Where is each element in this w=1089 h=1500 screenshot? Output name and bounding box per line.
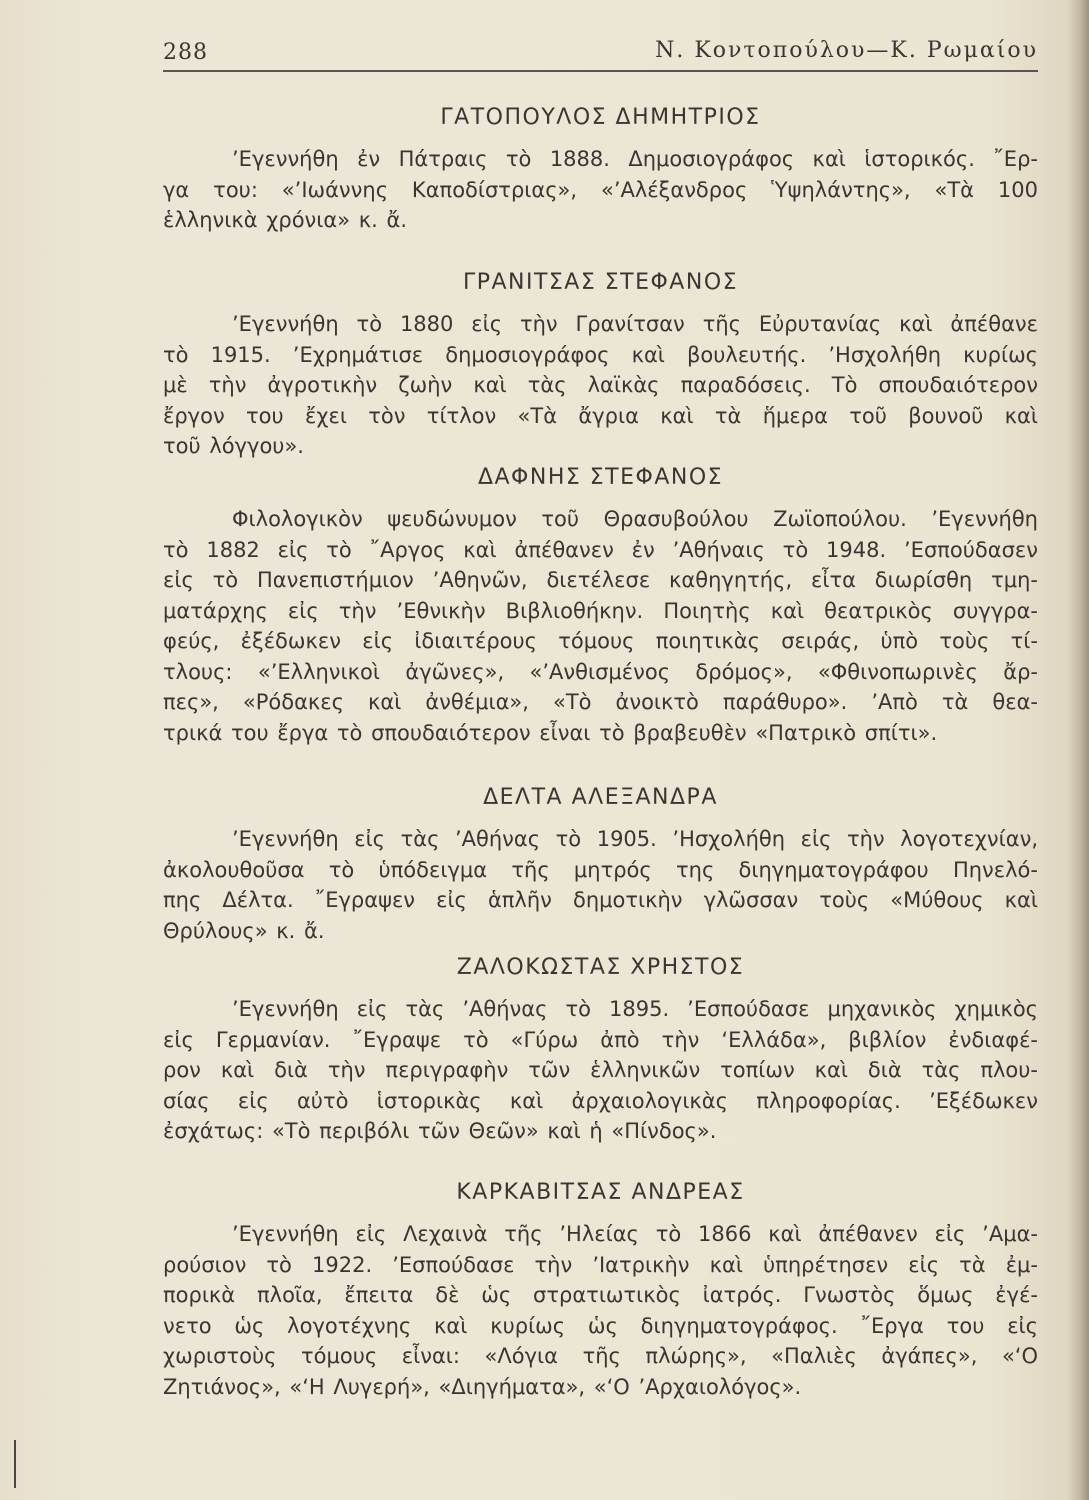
text-line: Φιλολογικὸν ψευδώνυμον τοῦ Θρασυβούλου Ζωϊοπούλου. ’Εγεννήθη [232,507,1038,531]
text-line: τὸ 1915. ’Εχρημάτισε δημοσιογράφος καὶ βουλευτής. ’Ησχολήθη κυρίως [163,342,1038,367]
text-line: ’Εγεννήθη εἰς Λεχαινὰ τῆς ’Ηλείας τὸ 1866 καὶ ἀπέθανεν εἰς ’Αμα- [232,1222,1038,1246]
biography-entry [163,460,1038,745]
text-line: μὲ τὴν ἀγροτικὴν ζωὴν καὶ τὰς λαϊκὰς παραδόσεις. Τὸ σπουδαιότερον [163,373,1038,397]
entry-title: ΓΡΑΝΙΤΣΑΣ ΣΤΕΦΑΝΟΣ [462,270,739,295]
biography-entry [163,950,1038,1143]
text-line: Ζητιάνος», «‘Η Λυγερή», «Διηγήματα», «‘Ο ’Αρχαιολόγος». [163,1374,802,1399]
text-line: ἀκολουθοῦσα τὸ ὑπόδειγμα τῆς μητρός της διηγηματογράφου Πηνελό- [163,857,1038,882]
biography-entry [163,1175,1038,1399]
entry-body [163,824,1038,946]
text-line: εἰς Γερμανίαν. ῎Εγραψε τὸ «Γύρω ἀπὸ τὴν ‘Ελλάδα», βιβλίον ἐνδιαφέ- [163,1027,1038,1052]
text-line: ’Εγεννήθη ἐν Πάτραις τὸ 1888. Δημοσιογράφος καὶ ἱστορικός. ῎Ερ- [232,147,1038,171]
entry-title: ΚΑΡΚΑΒΙΤΣΑΣ ΑΝΔΡΕΑΣ [456,1180,745,1205]
entry-title: ΔΑΦΝΗΣ ΣΤΕΦΑΝΟΣ [477,465,724,490]
running-head: Ν. Κοντοπούλου—Κ. Ρωμαίου [655,38,1038,63]
entry-body [163,1219,1038,1402]
text-line: ρούσιον τὸ 1922. ’Εσπούδασε τὴν ’Ιατρικὴν καὶ ὑπηρέτησεν εἰς τὰ ἐμ- [163,1252,1038,1277]
entry-body [163,309,1038,462]
biography-entry [163,265,1038,458]
page-header [163,36,1038,70]
text-line: φεύς, ἐξέδωκεν εἰς ἰδιαιτέρους τόμους ποιητικὰς σειράς, ὑπὸ τοὺς τί- [163,629,1038,653]
header-rule [163,70,1038,72]
text-line: χωριστοὺς τόμους εἶναι: «Λόγια τῆς πλώρης», «Παλιὲς ἀγάπες», «‘Ο [163,1344,1038,1368]
biography-entry [163,100,1038,232]
entry-body [163,504,1038,748]
page-number: 288 [163,40,208,65]
text-line: τρικά του ἔργα τὸ σπουδαιότερον εἶναι τὸ βραβευθὲν «Πατρικὸ σπίτι». [163,720,938,745]
entry-body [163,144,1038,236]
entry-body [163,994,1038,1147]
text-line: πες», «Ρόδακες καὶ ἀνθέμια», «Τὸ ἀνοικτὸ παράθυρο». ’Απὸ τὰ θεα- [163,690,1038,714]
text-line: τλους: «’Ελληνικοὶ ἀγῶνες», «’Ανθισμένος δρόμος», «Φθινοπωρινὲς ἄρ- [163,659,1038,684]
text-line: ’Εγεννήθη εἰς τὰς ’Αθήνας τὸ 1895. ’Εσπούδασε μηχανικὸς χημικὸς [232,997,1038,1021]
text-line: ἑλληνικὰ χρόνια» κ. ἄ. [163,208,408,232]
text-line: ἔργον του ἔχει τὸν τίτλον «Τὰ ἄγρια καὶ τὰ ἥμερα τοῦ βουνοῦ καὶ [163,403,1038,428]
text-line: ματάρχης εἰς τὴν ’Εθνικὴν Βιβλιοθήκην. Ποιητὴς καὶ θεατρικὸς συγγρα- [163,598,1038,623]
text-line: ’Εγεννήθη τὸ 1880 εἰς τὴν Γρανίτσαν τῆς Εὐρυτανίας καὶ ἀπέθανε [232,312,1038,336]
text-line: ἐσχάτως: «Τὸ περιβόλι τῶν Θεῶν» καὶ ἡ «Πίνδος». [163,1119,717,1143]
text-line: εἰς τὸ Πανεπιστήμιον ’Αθηνῶν, διετέλεσε καθηγητής, εἶτα διωρίσθη τμη- [163,568,1038,592]
margin-mark [14,1440,16,1488]
text-line: πορικὰ πλοῖα, ἔπειτα δὲ ὡς στρατιωτικὸς ἰατρός. Γνωστὸς ὅμως ἐγέ- [163,1283,1038,1307]
page-edge-shadow [1067,0,1089,1500]
text-line: γα του: «’Ιωάννης Καποδίστριας», «’Αλέξανδρος Ὑψηλάντης», «Τὰ 100 [163,177,1038,202]
text-line: ρον καὶ διὰ τὴν περιγραφὴν τῶν ἑλληνικῶν τοπίων καὶ διὰ τὰς πλου- [163,1058,1038,1082]
text-line: Θρύλους» κ. ἄ. [163,918,325,943]
entry-title: ΓΑΤΟΠΟΥΛΟΣ ΔΗΜΗΤΡΙΟΣ [440,105,761,130]
text-line: τὸ 1882 εἰς τὸ ῎Αργος καὶ ἀπέθανεν ἐν ’Αθήναις τὸ 1948. ’Εσπούδασεν [163,537,1038,562]
text-line: σίας εἰς αὐτὸ ἱστορικὰς καὶ ἀρχαιολογικὰς πληροφορίας. ’Εξέδωκεν [163,1088,1038,1113]
biography-entry [163,780,1038,943]
text-line: τοῦ λόγγου». [163,434,304,458]
entry-title: ΖΑΛΟΚΩΣΤΑΣ ΧΡΗΣΤΟΣ [456,955,745,980]
text-line: πης Δέλτα. ῎Εγραψεν εἰς ἁπλῆν δημοτικὴν γλῶσσαν τοὺς «Μύθους καὶ [163,888,1038,912]
text-line: ’Εγεννήθη εἰς τὰς ’Αθήνας τὸ 1905. ’Ησχολήθη εἰς τὴν λογοτεχνίαν, [232,827,1038,851]
entry-title: ΔΕΛΤΑ ΑΛΕΞΑΝΔΡΑ [483,785,718,810]
text-line: νετο ὡς λογοτέχνης καὶ κυρίως ὡς διηγηματογράφος. ῎Εργα του εἰς [163,1313,1038,1338]
